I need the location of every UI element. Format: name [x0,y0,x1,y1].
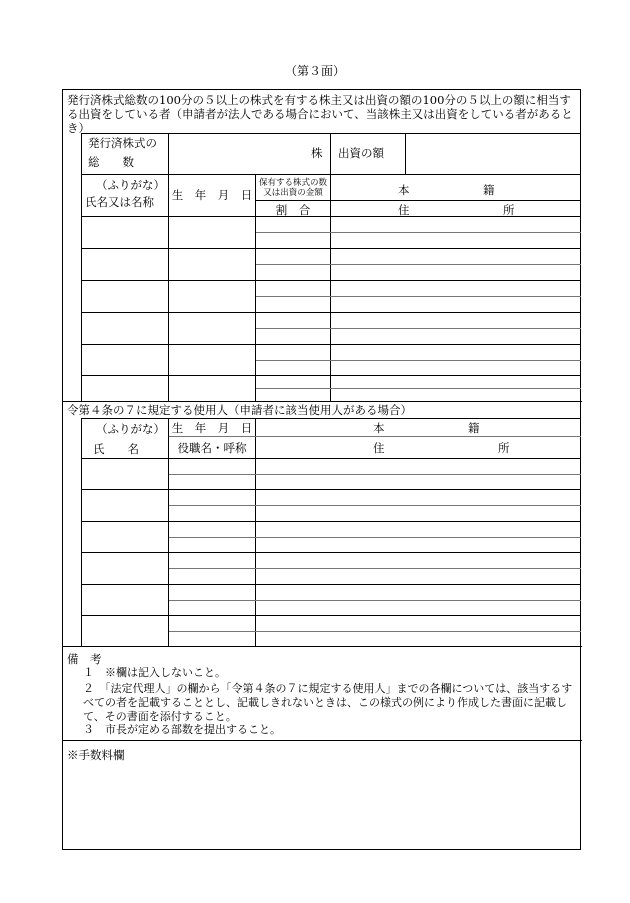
sub-line [169,631,581,632]
address-label: 住 [398,203,410,217]
note-item-2: ２ 「法定代理人」の欄から「令第４条の７に規定する使用人」までの各欄については、該当するすべての者を記載することとし、記載しきれないときは、この様式の例により作成した書面に記載して、その書面を添付すること。 [83,682,573,723]
employee-section-heading: 令第４条の７に規定する使用人（申請者に該当使用人がある場合） [67,403,412,417]
employee-row-1[interactable] [82,459,168,489]
note-item-1: １ ※欄は記入しないこと。 [83,666,226,679]
sub-line [256,328,581,329]
grid-line [81,418,581,419]
domicile-label-2: 籍 [483,183,495,197]
investment-amount-label: 出資の額 [338,146,384,160]
shareholder-row-4[interactable] [82,313,168,344]
employee-row-5[interactable] [82,585,168,615]
section-divider [63,646,582,647]
shareholder-row-6[interactable] [82,376,168,401]
birthdate-label: 生 年 月 日 [171,421,253,435]
sub-line [169,600,581,601]
domicile-label: 本 [398,183,410,197]
fee-label: ※手数料欄 [67,748,125,762]
sub-line [169,537,581,538]
section-divider [63,740,582,741]
sub-line [256,360,581,361]
grid-line [255,418,256,646]
domicile-label: 本 [373,421,385,435]
employee-name-label: 氏 名 [93,442,139,456]
sub-line [169,436,581,437]
holding-label: 保有する株式の数 [258,178,327,188]
total-shares-label-2: 総 数 [88,155,134,169]
fee-field[interactable] [64,765,580,849]
holding-label-2: 又は出資の金額 [263,188,323,198]
address-label-2: 所 [498,441,510,455]
employee-row-4[interactable] [82,553,168,584]
ratio-label: 割 合 [275,203,311,217]
position-label: 役職名・呼称 [177,441,247,455]
name-label: 氏名又は名称 [85,195,154,209]
furigana-label: （ふりがな） [96,178,165,192]
section-divider [63,401,582,402]
page-label: （第３面） [284,64,345,78]
grid-line [330,133,331,174]
shareholder-section-heading: 発行済株式総数の100分の５以上の株式を有する株主又は出資の額の100分の５以上の額に相当する出資をしている者（申請者が法人である場合において、当該株主又は出資をしている者があるとき） [67,93,573,135]
total-shares-label: 発行済株式の [88,136,157,150]
domicile-label-2: 籍 [468,421,480,435]
form-frame [62,89,581,850]
sub-line [169,474,581,475]
shareholder-row-3[interactable] [82,281,168,312]
grid-line [81,174,581,175]
sub-line [256,388,581,389]
sub-line [256,232,581,233]
share-unit-label: 株 [311,146,323,160]
shareholder-row-2[interactable] [82,249,168,280]
note-item-3: ３ 市長が定める部数を提出すること。 [83,723,281,736]
notes-title: 備 考 [67,652,102,666]
birthdate-label: 生 年 月 日 [171,188,253,202]
furigana-label: （ふりがな） [96,422,165,436]
employee-row-6[interactable] [82,616,168,646]
address-label: 住 [373,441,385,455]
sub-line [256,296,581,297]
grid-line [256,200,581,201]
shareholder-row-5[interactable] [82,345,168,375]
sub-line [256,264,581,265]
sub-line [169,568,581,569]
address-label-2: 所 [503,203,515,217]
employee-row-2[interactable] [82,490,168,521]
investment-amount-field[interactable] [406,134,580,174]
total-shares-field[interactable] [169,134,327,174]
grid-line [330,174,331,401]
sub-line [169,505,581,506]
shareholder-row-1[interactable] [82,217,168,248]
employee-row-3[interactable] [82,522,168,552]
